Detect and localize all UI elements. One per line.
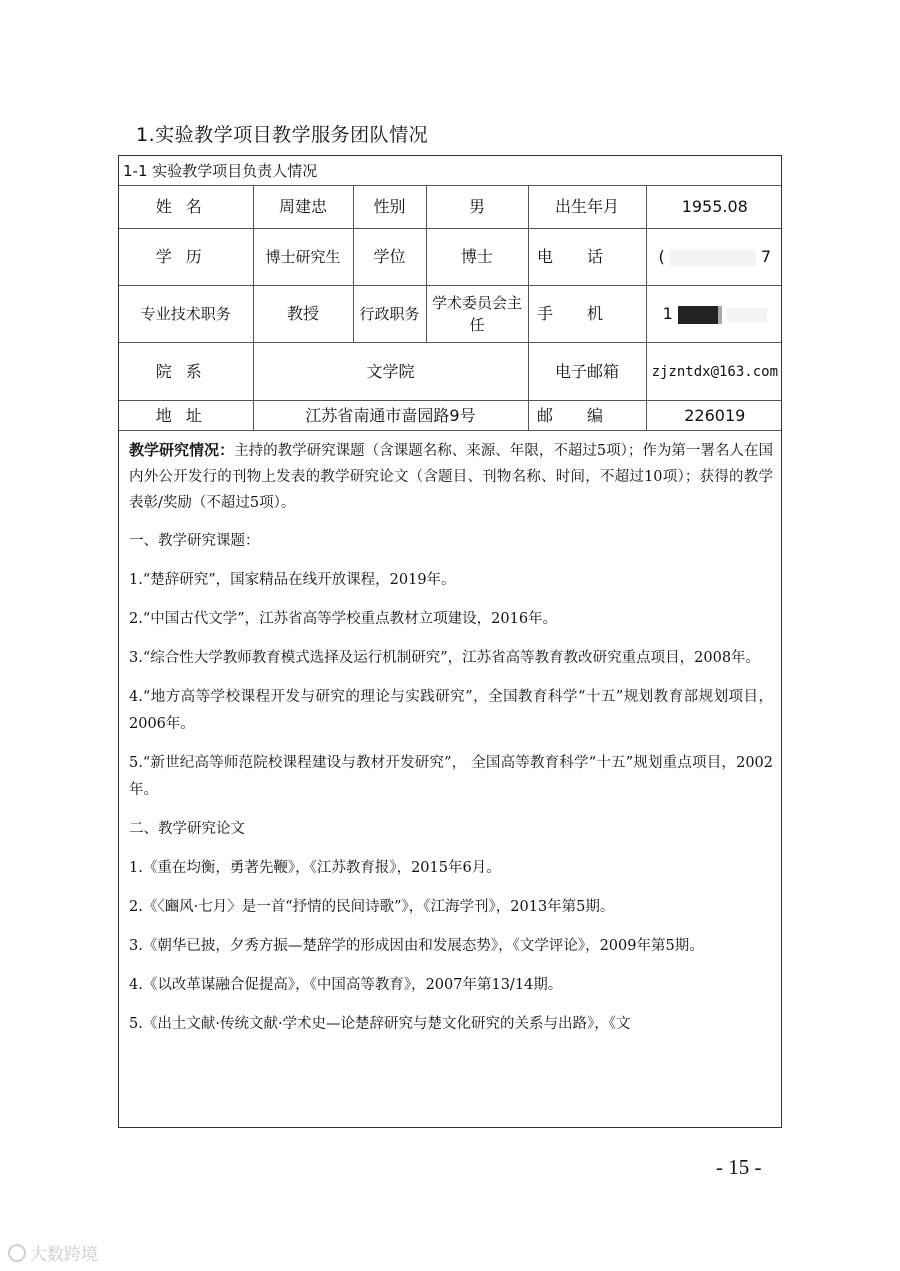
degree-value: 博士: [426, 229, 528, 286]
degree-label: 学位: [353, 229, 426, 286]
form-frame: [118, 155, 782, 1128]
page-number: - 15 -: [716, 1155, 762, 1179]
name-value: 周建忠: [253, 186, 353, 229]
topics-heading: 一、教学研究课题：: [129, 533, 260, 549]
list-item: 2.《〈豳风·七月〉是一首“抒情的民间诗歌”》，《江海学刊》，2013年第5期。: [129, 899, 615, 915]
professional-title-value: 教授: [253, 286, 353, 343]
address-label: 地址: [119, 401, 253, 431]
birth-value: 1955.08: [646, 186, 782, 229]
admin-position-value: 学术委员会主任: [426, 286, 528, 343]
list-item: 2.“中国古代文学”，江苏省高等学校重点教材立项建设，2016年。: [129, 611, 558, 627]
list-item: 5.“新世纪高等师范院校课程建设与教材开发研究”， 全国高等教育科学“十五”规划重点项目，2002年。: [129, 755, 773, 798]
research-intro-heading: 教学研究情况：: [129, 441, 235, 459]
watermark-text: 大数跨境: [30, 1245, 98, 1265]
email-value: zjzntdx@163.com: [646, 343, 782, 401]
papers-heading: 二、教学研究论文: [129, 821, 245, 837]
list-item: 3.“综合性大学教师教育模式选择及运行机制研究”，江苏省高等教育教改研究重点项目，2008年。: [129, 650, 761, 666]
phone-redaction: [670, 250, 756, 266]
list-item: 1.“楚辞研究”，国家精品在线开放课程，2019年。: [129, 572, 456, 588]
admin-position-label: 行政职务: [353, 286, 426, 343]
name-label: 姓名: [119, 186, 253, 229]
mobile-value: [646, 286, 782, 343]
research-intro-text: 主持的教学研究课题（含课题名称、来源、年限，不超过5项）；作为第一署名人在国内外公开发行的刊物上发表的教学研究论文（含题目、刊物名称、时间，不超过10项）；获得的教学表彰/奖励（不超过5项）。: [129, 443, 773, 511]
phone-visible-end: 7: [760, 247, 772, 266]
table-caption: 1-1 实验教学项目负责人情况: [119, 156, 782, 186]
list-item: 1.《重在均衡，勇著先鞭》，《江苏教育报》，2015年6月。: [129, 860, 501, 876]
phone-label: 电话: [528, 229, 646, 286]
section-title: 1.实验教学项目教学服务团队情况: [136, 124, 429, 146]
gender-value: 男: [426, 186, 528, 229]
zip-value: 226019: [646, 401, 782, 431]
gender-label: 性别: [353, 186, 426, 229]
research-intro: [129, 437, 773, 516]
mobile-label: 手机: [528, 286, 646, 343]
watermark: [8, 1240, 98, 1265]
mobile-redaction-light: [727, 308, 767, 322]
leader-info-table: [119, 156, 782, 431]
list-item: 5.《出土文献·传统文献·学术史—论楚辞研究与楚文化研究的关系与出路》，《文: [129, 1016, 631, 1032]
department-label: 院系: [119, 343, 253, 401]
birth-label: 出生年月: [528, 186, 646, 229]
list-item: 3.《朝华已披，夕秀方振—楚辞学的形成因由和发展态势》，《文学评论》，2009年第5期。: [129, 938, 704, 954]
zip-label: 邮编: [528, 401, 646, 431]
email-label: 电子邮箱: [528, 343, 646, 401]
list-item: 4.《以改革谋融合促提高》，《中国高等教育》，2007年第13/14期。: [129, 977, 563, 993]
mobile-redaction: [678, 306, 722, 324]
education-value: 博士研究生: [253, 229, 353, 286]
department-value: 文学院: [253, 343, 528, 401]
list-item: 4.“地方高等学校课程开发与研究的理论与实践研究”，全国教育科学“十五”规划教育部规划项目，2006年。: [129, 689, 773, 732]
phone-value: [646, 229, 782, 286]
mobile-visible-start: 1: [662, 304, 673, 323]
watermark-logo-icon: [8, 1244, 26, 1262]
education-label: 学历: [119, 229, 253, 286]
address-value: 江苏省南通市啬园路9号: [253, 401, 528, 431]
phone-visible-start: (: [658, 247, 665, 266]
professional-title-label: 专业技术职务: [119, 286, 253, 343]
research-section: [119, 431, 781, 1038]
